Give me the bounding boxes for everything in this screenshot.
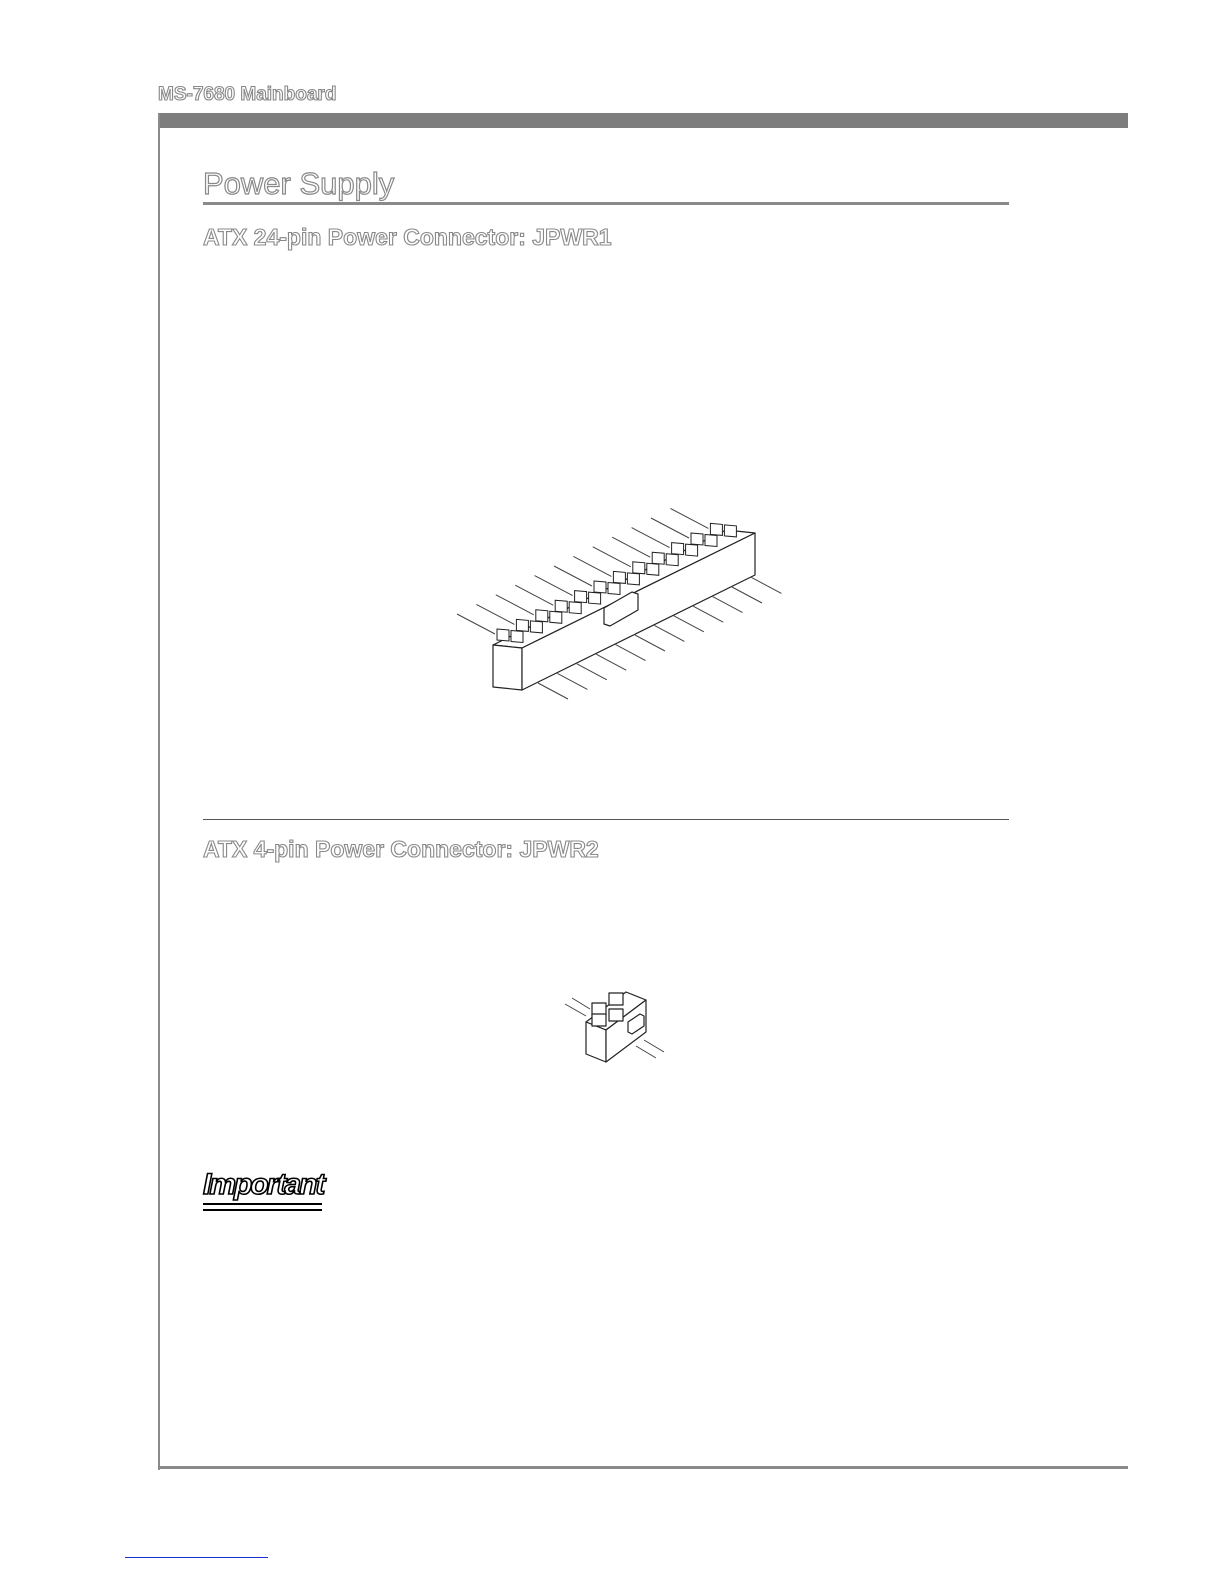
important-badge: Important [203,1168,324,1201]
running-header: MS-7680 Mainboard [158,84,337,105]
important-underline-double [203,1209,322,1211]
section-title: Power Supply [203,166,395,201]
jpwr1-heading: ATX 24-pin Power Connector: JPWR1 [203,224,612,250]
footer-link-underline [125,1557,268,1558]
jpwr2-heading: ATX 4-pin Power Connector: JPWR2 [203,836,599,862]
important-underline [203,1203,322,1205]
